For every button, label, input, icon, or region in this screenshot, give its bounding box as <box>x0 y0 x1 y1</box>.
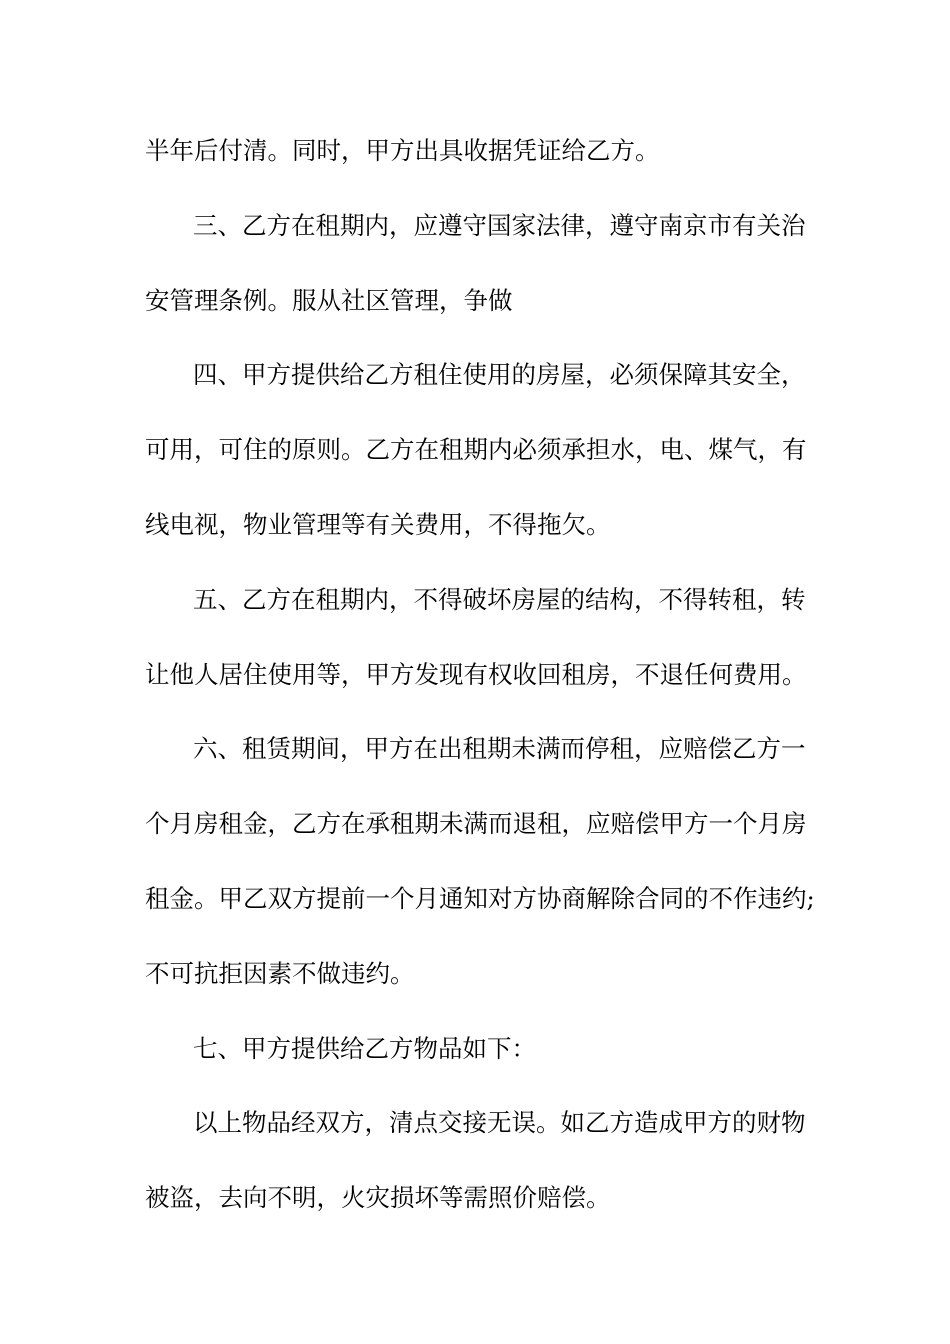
paragraph-line: 不可抗拒因素不做违约。 <box>145 959 415 988</box>
paragraph-line: 四、甲方提供给乙方租住使用的房屋，必须保障其安全， <box>193 360 806 389</box>
paragraph-line: 三、乙方在租期内，应遵守国家法律，遵守南京市有关治 <box>193 211 806 240</box>
paragraph-line: 安管理条例。服从社区管理，争做 <box>145 286 513 315</box>
paragraph-line: 七、甲方提供给乙方物品如下： <box>193 1034 536 1063</box>
paragraph-line: 让他人居住使用等，甲方发现有权收回租房，不退任何费用。 <box>145 660 807 689</box>
paragraph-line: 六、租赁期间，甲方在出租期未满而停租，应赔偿乙方一 <box>193 734 806 763</box>
paragraph-line: 租金。甲乙双方提前一个月通知对方协商解除合同的不作违约; <box>145 884 815 913</box>
paragraph-line: 被盗，去向不明，火灾损坏等需照价赔偿。 <box>145 1183 611 1212</box>
paragraph-line: 五、乙方在租期内，不得破坏房屋的结构，不得转租，转 <box>193 585 806 614</box>
paragraph-line: 个月房租金，乙方在承租期未满而退租，应赔偿甲方一个月房 <box>145 809 807 838</box>
paragraph-line: 线电视，物业管理等有关费用，不得拖欠。 <box>145 510 611 539</box>
paragraph-line: 可用，可住的原则。乙方在租期内必须承担水，电、煤气，有 <box>145 435 807 464</box>
paragraph-line: 以上物品经双方，清点交接无误。如乙方造成甲方的财物 <box>193 1108 806 1137</box>
paragraph-line: 半年后付清。同时，甲方出具收据凭证给乙方。 <box>145 136 660 165</box>
